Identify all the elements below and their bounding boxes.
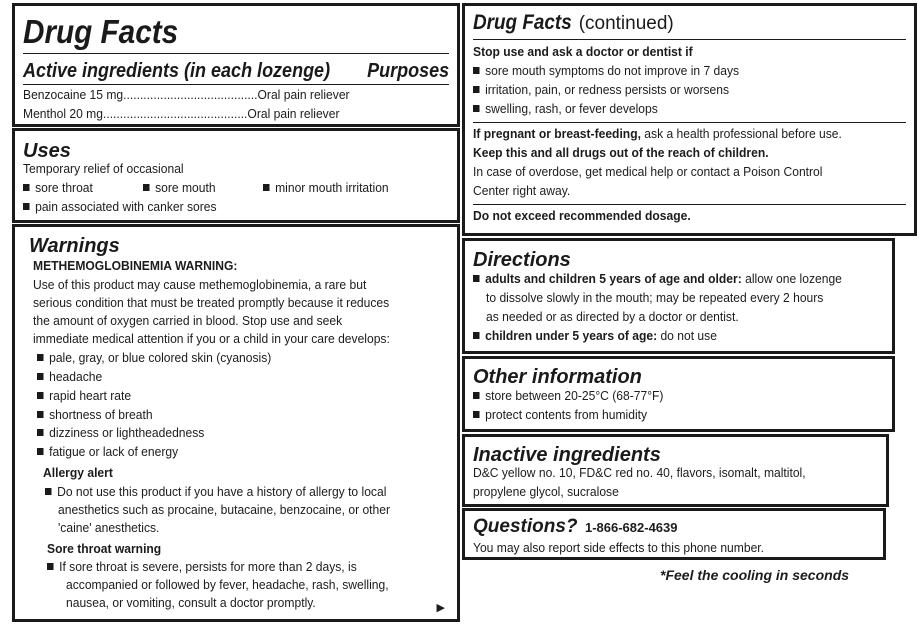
dosage-rule	[473, 204, 906, 205]
continue-arrow-icon: ▶	[436, 602, 445, 614]
continued-suffix: (continued)	[578, 13, 674, 34]
bullet-icon	[263, 184, 270, 191]
allergy-text-line: 'caine' anesthetics.	[58, 520, 160, 535]
warnings-heading: Warnings	[29, 235, 120, 257]
bullet-icon	[473, 105, 480, 112]
continued-title	[473, 12, 674, 35]
symptom-item: fatigue or lack of energy	[37, 443, 178, 462]
sore-text-line: If sore throat is severe, persists for more than 2 days, is	[47, 558, 357, 577]
stop-use-item: sore mouth symptoms do not improve in 7 days	[473, 62, 739, 81]
uses-item: minor mouth irritation	[263, 179, 389, 198]
purposes-heading: Purposes	[366, 60, 449, 82]
bullet-icon	[143, 184, 150, 191]
active-ingredients-heading: Active ingredients (in each lozenge)	[23, 60, 331, 82]
symptom-item: rapid heart rate	[37, 387, 131, 406]
other-info-item: store between 20-25°C (68-77°F)	[473, 387, 663, 406]
stop-use-item: swelling, rash, or fever develops	[473, 100, 658, 119]
questions-panel	[462, 508, 886, 560]
meth-text-line: the amount of oxygen carried in blood. Stop use and seek	[33, 313, 343, 328]
other-information-heading: Other information	[473, 366, 642, 388]
bullet-icon	[37, 392, 44, 399]
questions-text: You may also report side effects to this phone number.	[473, 540, 765, 555]
bullet-icon	[37, 448, 44, 455]
directions-panel	[462, 238, 895, 354]
title-rule	[23, 53, 449, 54]
allergy-text-line: anesthetics such as procaine, butacaine, benzocaine, or other	[58, 502, 391, 517]
stop-use-item: irritation, pain, or redness persists or worsens	[473, 81, 729, 100]
bullet-icon	[37, 354, 44, 361]
questions-phone: 1-866-682-4639	[584, 520, 678, 535]
keep-away-line: Keep this and all drugs out of the reach of children.	[473, 145, 769, 160]
leader-dots: ...........................................	[102, 106, 248, 121]
other-information-panel	[462, 356, 895, 432]
questions-line	[473, 517, 678, 537]
continued-rule	[473, 39, 906, 40]
uses-item: sore throat	[23, 179, 93, 198]
bullet-icon	[37, 429, 44, 436]
inactive-line: propylene glycol, sucralose	[473, 484, 619, 499]
sore-text-line: nausea, or vomiting, consult a doctor promptly.	[66, 595, 316, 610]
ingredient-row-benzocaine	[23, 86, 460, 105]
pregnant-line: If pregnant or breast-feeding, ask a health professional before use.	[473, 126, 842, 141]
bullet-icon	[45, 488, 52, 495]
bullet-icon	[473, 275, 480, 282]
ingredient-name: Menthol 20 mg	[23, 106, 103, 121]
active-rule	[23, 84, 449, 85]
inactive-line: D&C yellow no. 10, FD&C red no. 40, flavors, isomalt, maltitol,	[473, 465, 806, 480]
continued-heading: Drug Facts	[473, 11, 572, 34]
symptom-item: dizziness or lightheadedness	[37, 424, 204, 443]
active-ingredients-panel	[12, 3, 460, 127]
symptom-item: shortness of breath	[37, 406, 153, 425]
bullet-icon	[473, 86, 480, 93]
directions-child-line: children under 5 years of age: do not use	[473, 327, 717, 346]
dosage-line: Do not exceed recommended dosage.	[473, 208, 691, 223]
allergy-alert-heading: Allergy alert	[43, 465, 113, 480]
warnings-panel	[12, 224, 460, 622]
meth-warning-heading: METHEMOGLOBINEMIA WARNING:	[33, 258, 238, 273]
bullet-icon	[37, 411, 44, 418]
bullet-icon	[473, 411, 480, 418]
ingredient-name: Benzocaine 15 mg	[23, 87, 124, 102]
other-info-item: protect contents from humidity	[473, 406, 647, 425]
directions-adult-line: as needed or as directed by a doctor or dentist.	[486, 309, 739, 324]
inactive-ingredients-heading: Inactive ingredients	[473, 444, 661, 466]
directions-adult-line: adults and children 5 years of age and older: allow one lozenge	[473, 270, 842, 289]
questions-heading: Questions?	[473, 516, 578, 537]
leader-dots: ........................................	[123, 87, 258, 102]
overdose-line: Center right away.	[473, 183, 571, 198]
uses-panel	[12, 128, 460, 223]
continued-panel	[462, 3, 917, 236]
bullet-icon	[47, 563, 54, 570]
ingredient-purpose: Oral pain reliever	[247, 106, 340, 121]
meth-text-line: serious condition that must be treated promptly because it reduces	[33, 295, 390, 310]
sore-throat-heading: Sore throat warning	[47, 541, 162, 556]
meth-text-line: immediate medical attention if you or a child in your care develops:	[33, 331, 390, 346]
symptom-item: pale, gray, or blue colored skin (cyanosis)	[37, 349, 271, 368]
uses-heading: Uses	[23, 140, 71, 162]
overdose-line: In case of overdose, get medical help or contact a Poison Control	[473, 164, 823, 179]
drug-facts-title: Drug Facts	[23, 13, 179, 50]
bullet-icon	[473, 67, 480, 74]
bullet-icon	[473, 392, 480, 399]
inactive-ingredients-panel	[462, 434, 889, 507]
bullet-icon	[23, 184, 30, 191]
ingredient-purpose: Oral pain reliever	[257, 87, 350, 102]
bullet-icon	[23, 203, 30, 210]
stop-use-heading: Stop use and ask a doctor or dentist if	[473, 44, 693, 59]
directions-heading: Directions	[473, 249, 571, 271]
bullet-icon	[473, 332, 480, 339]
uses-item: sore mouth	[143, 179, 216, 198]
uses-item: pain associated with canker sores	[23, 198, 217, 217]
symptom-item: headache	[37, 368, 102, 387]
ingredient-row-menthol	[23, 105, 460, 124]
allergy-text-line: Do not use this product if you have a history of allergy to local	[45, 483, 386, 502]
directions-adult-line: to dissolve slowly in the mouth; may be repeated every 2 hours	[486, 290, 824, 305]
sore-text-line: accompanied or followed by fever, headache, rash, swelling,	[66, 577, 389, 592]
meth-text-line: Use of this product may cause methemoglobinemia, a rare but	[33, 277, 367, 292]
tagline: *Feel the cooling in seconds	[660, 567, 850, 583]
bullet-icon	[37, 373, 44, 380]
pregnant-rule	[473, 122, 906, 123]
uses-intro: Temporary relief of occasional	[23, 161, 184, 176]
